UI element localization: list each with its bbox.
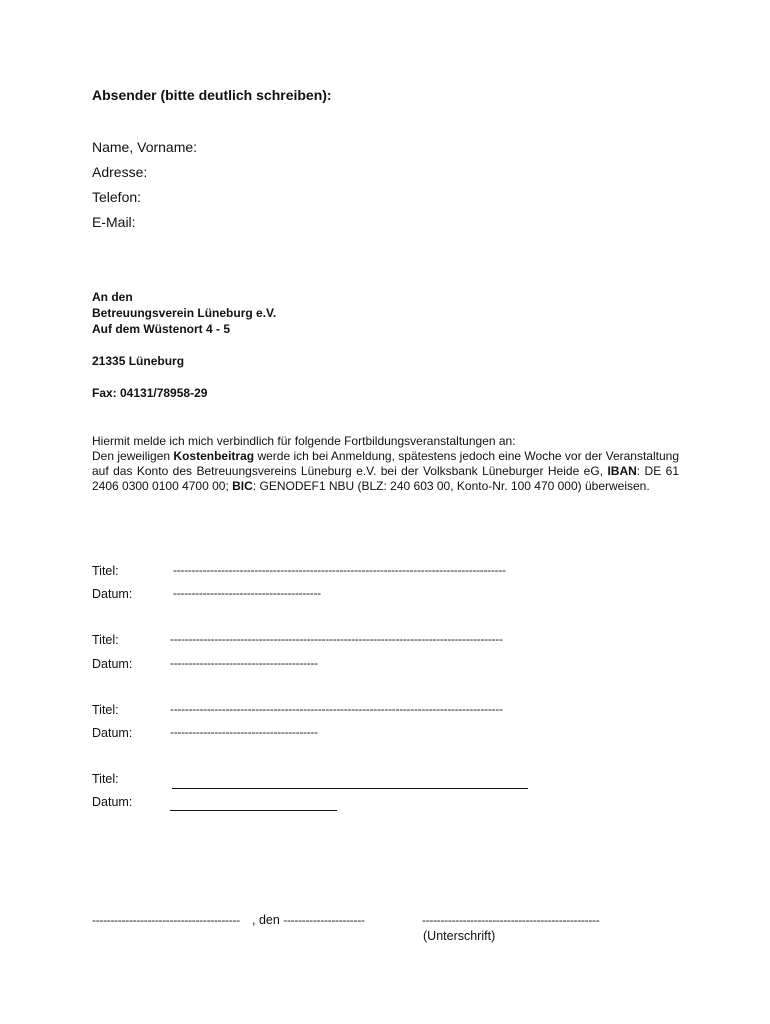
title-label-4: Titel: — [92, 772, 119, 786]
intro-text-a: Den jeweiligen — [92, 449, 174, 463]
date-label-2: Datum: — [92, 657, 133, 671]
place-dashes[interactable]: ---------------------------------------- — [92, 913, 240, 927]
title-label-1: Titel: — [92, 564, 119, 578]
recipient-fax: Fax: 04131/78958-29 — [92, 386, 208, 400]
title-label-2: Titel: — [92, 633, 119, 647]
intro-paragraph — [92, 449, 679, 494]
intro-iban-value: : DE 61 2406 0300 0100 4700 00; — [92, 464, 680, 493]
date-dashes[interactable]: ---------------------- — [283, 913, 365, 927]
intro-kostenbeitrag: Kostenbeitrag — [173, 449, 255, 463]
intro-iban-label: IBAN — [607, 464, 637, 478]
intro-text-c: werde ich bei Anmeldung, spätestens jedoch eine Woche vor der Veranstaltung auf das Konto des Betreuungsvereins Lüneburg e.V. bei der Volksbank Lüneburger Heide eG, — [92, 449, 679, 478]
address-field-label: Adresse: — [92, 164, 148, 180]
signature-label: (Unterschrift) — [423, 929, 496, 943]
title-label-3: Titel: — [92, 703, 119, 717]
title-line-2[interactable]: ------------------------------------------------------------------------------------------ — [170, 632, 503, 646]
name-field-label: Name, Vorname: — [92, 139, 198, 155]
title-line-1[interactable]: ------------------------------------------------------------------------------------------ — [173, 563, 506, 577]
date-line-2[interactable]: ---------------------------------------- — [170, 656, 318, 670]
date-line-3[interactable]: ---------------------------------------- — [170, 725, 318, 739]
intro-line-1: Hiermit melde ich mich verbindlich für folgende Fortbildungsveranstaltungen an: — [92, 434, 516, 448]
title-underline-4[interactable] — [172, 788, 528, 789]
signature-line[interactable]: ------------------------------------------------ — [422, 913, 600, 927]
title-line-3[interactable]: ------------------------------------------------------------------------------------------ — [170, 702, 503, 716]
recipient-city: 21335 Lüneburg — [92, 354, 185, 368]
sender-heading: Absender (bitte deutlich schreiben): — [92, 87, 332, 103]
date-line-1[interactable]: ---------------------------------------- — [173, 586, 321, 600]
intro-bic-value: : GENODEF1 NBU (BLZ: 240 603 00, Konto-Nr. 100 470 000) überweisen. — [252, 479, 650, 493]
intro-bic-label: BIC — [232, 479, 253, 493]
date-label-4: Datum: — [92, 795, 133, 809]
intro-text — [92, 434, 679, 494]
email-field-label: E-Mail: — [92, 214, 136, 230]
date-label-1: Datum: — [92, 587, 133, 601]
date-underline-4[interactable] — [170, 810, 337, 811]
den-text: , den — [252, 913, 284, 927]
recipient-line-1: An den — [92, 290, 133, 304]
recipient-line-3: Auf dem Wüstenort 4 - 5 — [92, 322, 231, 336]
place-date-line — [92, 913, 375, 927]
recipient-line-2: Betreuungsverein Lüneburg e.V. — [92, 306, 277, 320]
phone-field-label: Telefon: — [92, 189, 142, 205]
date-label-3: Datum: — [92, 726, 133, 740]
